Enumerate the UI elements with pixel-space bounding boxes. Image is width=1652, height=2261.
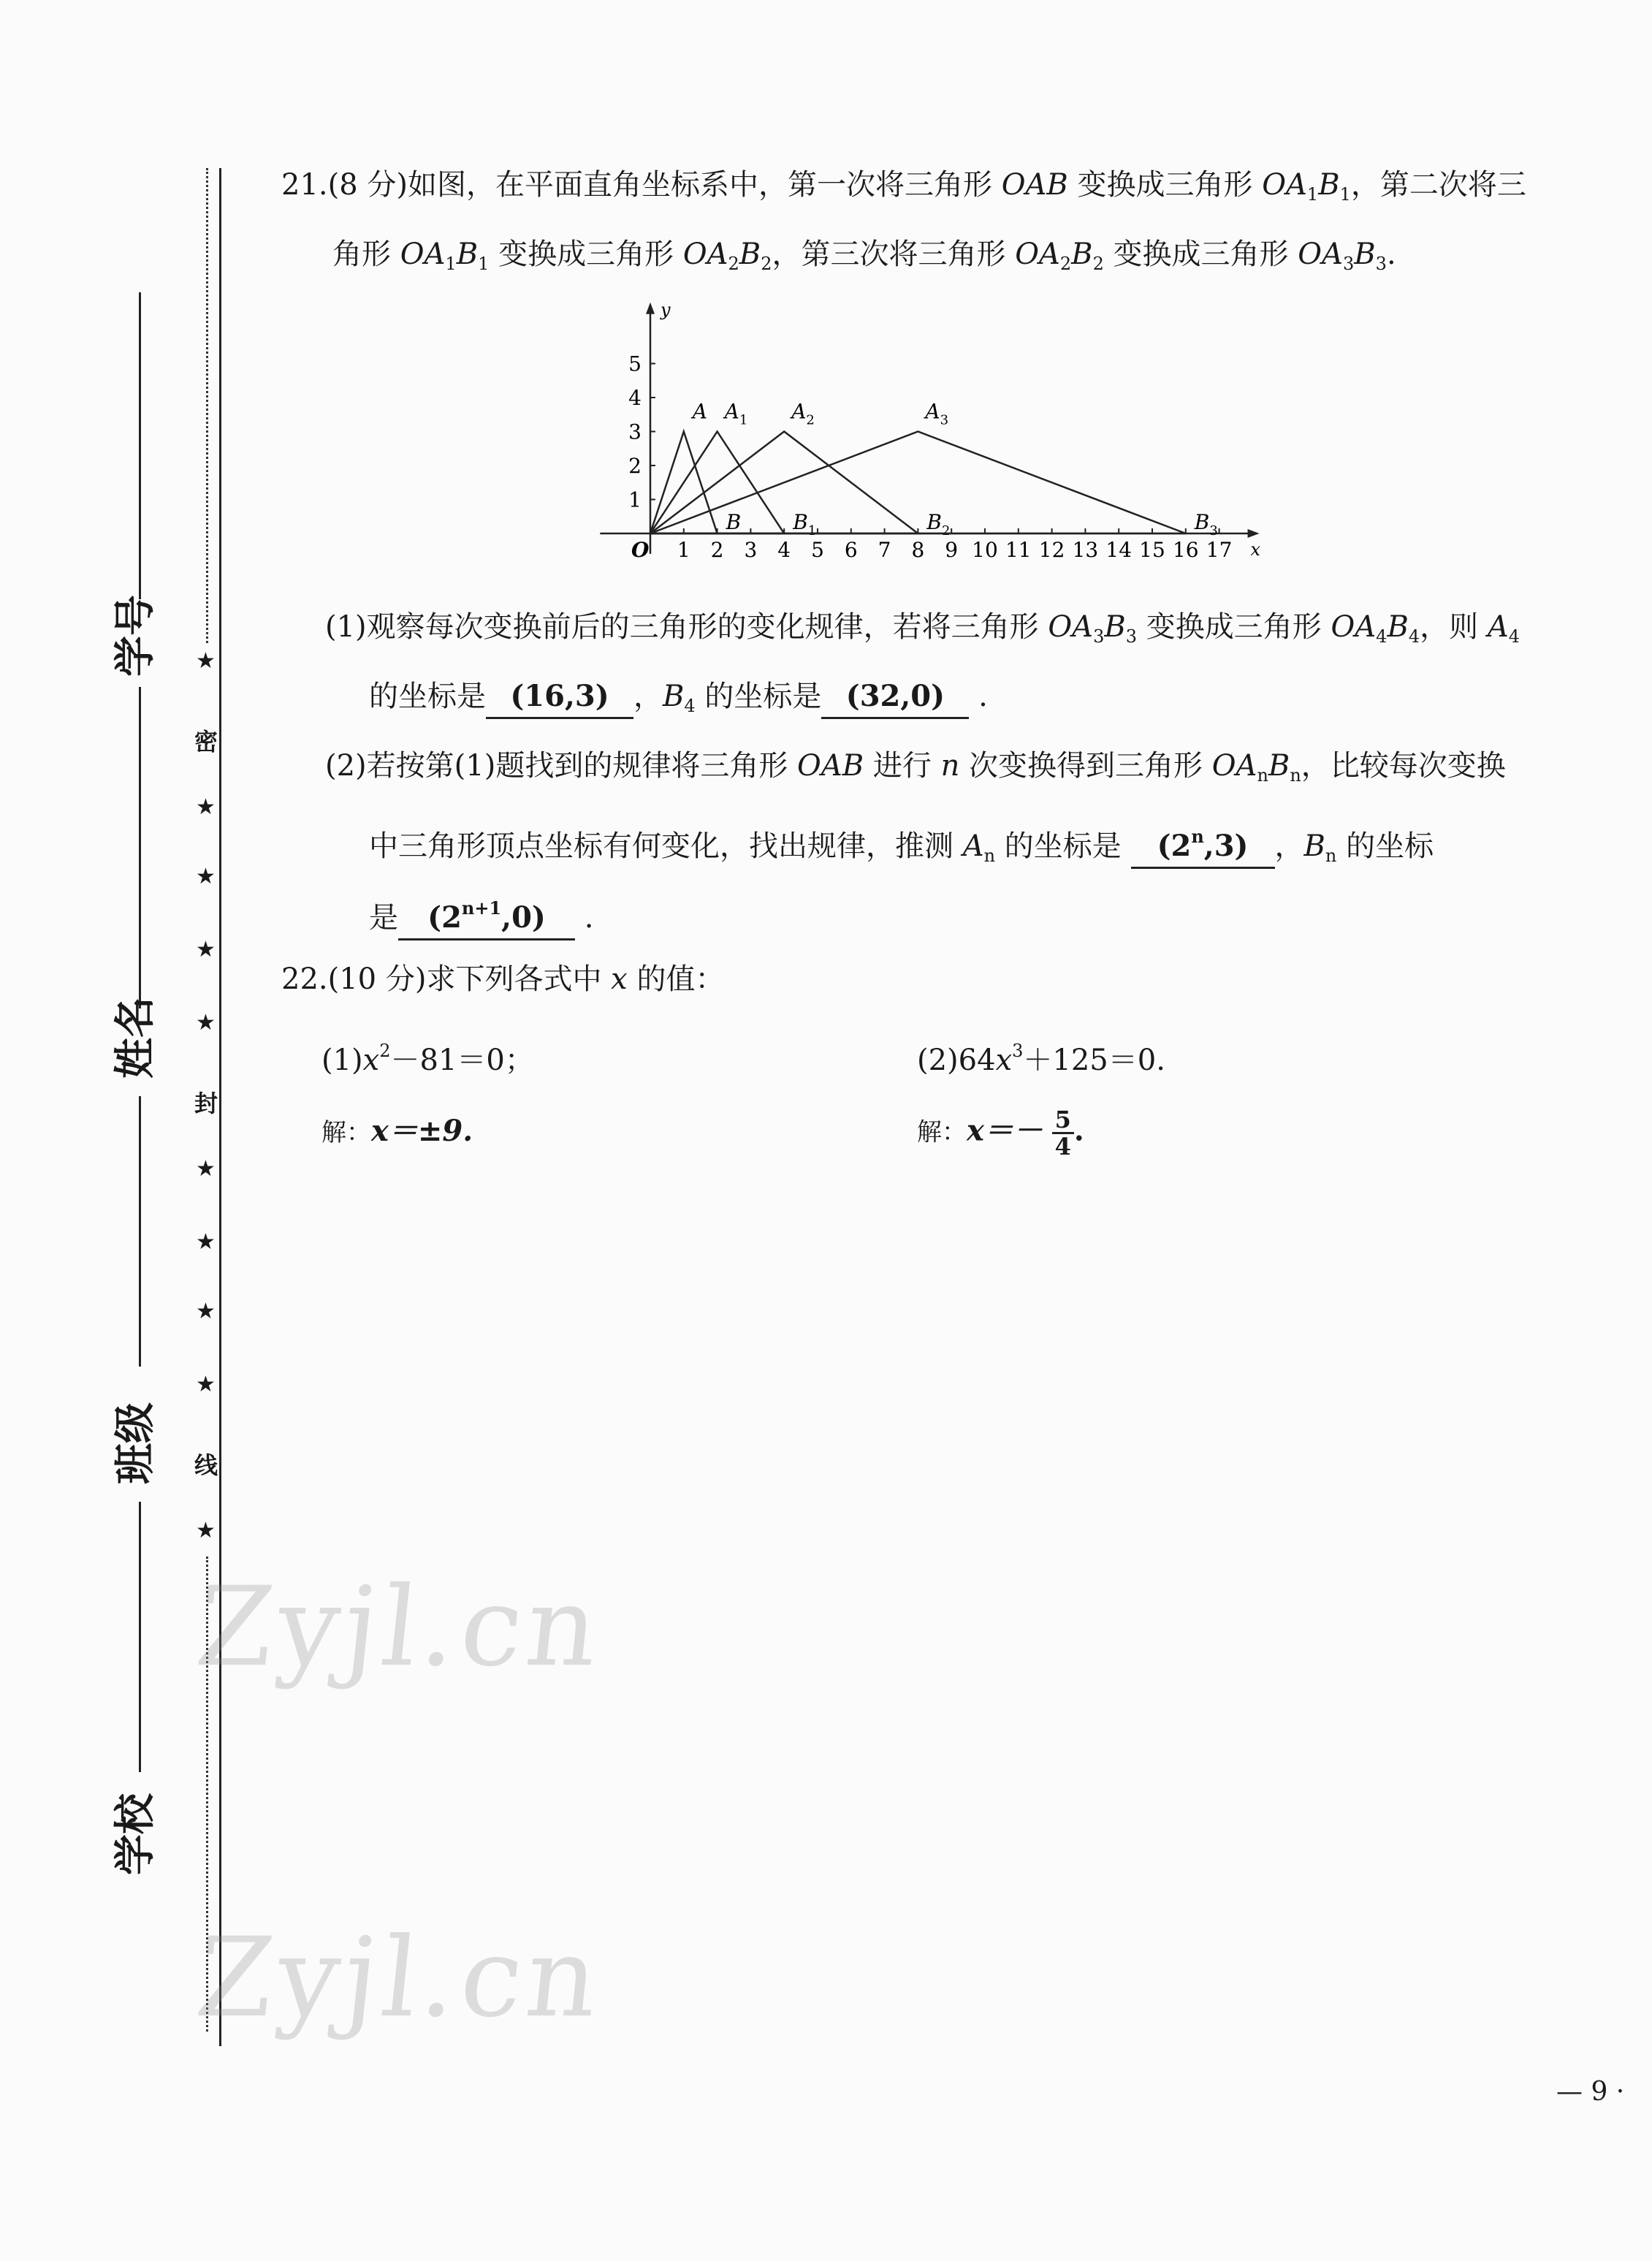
y-tick-label: 4 xyxy=(628,386,642,410)
origin-label: O xyxy=(631,538,650,562)
x-tick-label: 12 xyxy=(1038,538,1065,562)
x-tick-label: 9 xyxy=(945,538,959,562)
star-icon: ★ xyxy=(196,1156,216,1182)
seal-dotted-line-top xyxy=(206,168,208,643)
margin-line-xuexiao-a xyxy=(139,1502,141,1772)
q21-line-2: 角形 $OA_1B_1$ 变换成三角形 $OA_2B_2$，第三次将三角形 $OA_2B_2$ 变换成三角形 $OA_3B_3$. xyxy=(332,238,1396,274)
x-tick-label: 16 xyxy=(1172,538,1199,562)
margin-line-xuehao xyxy=(139,292,141,599)
label-xuexiao: 学校 xyxy=(112,1793,159,1875)
x-axis-arrow xyxy=(1248,529,1260,538)
q22-part1: $(1)x^2-81=0$； xyxy=(321,1041,534,1077)
watermark-upper: Zyjl.cn xyxy=(190,1564,609,1691)
label-a-oa2b2: $A_2$ xyxy=(791,399,815,428)
page-number: — 9 · xyxy=(1556,2077,1625,2107)
y-tick-label: 1 xyxy=(628,487,642,512)
star-icon: ★ xyxy=(196,1010,216,1036)
seal-xian: 线 xyxy=(194,1451,218,1479)
q22-stem: 22.(10 分)求下列各式中 x 的值： xyxy=(281,962,725,996)
x-tick-label: 4 xyxy=(777,538,791,562)
star-icon: ★ xyxy=(196,794,216,820)
coordinate-chart xyxy=(585,299,1261,574)
answer-b4: (32,0) xyxy=(821,676,969,719)
x-tick-label: 13 xyxy=(1072,538,1099,562)
x-tick-label: 14 xyxy=(1105,538,1133,562)
q21-part2-line-3: 是 $(2^{n+1},0)$ . xyxy=(369,888,593,940)
seal-feng: 封 xyxy=(194,1090,218,1117)
answer-a4: (16,3) xyxy=(486,676,633,719)
star-icon: ★ xyxy=(196,1229,216,1255)
x-axis-label: x xyxy=(1250,539,1261,560)
margin-line-xingming-a xyxy=(139,687,141,1008)
watermark-lower: Zyjl.cn xyxy=(190,1915,609,2042)
x-tick-label: 3 xyxy=(744,538,758,562)
star-icon: ★ xyxy=(196,1518,216,1543)
q21-part1-line-1: (1)观察每次变换前后的三角形的变化规律，若将三角形 $OA_3B_3$ 变换成三角形 $OA_4B_4$，则 $A_4$ xyxy=(325,610,1520,647)
star-icon: ★ xyxy=(196,648,216,674)
y-axis-arrow xyxy=(646,303,655,314)
x-tick-label: 11 xyxy=(1005,538,1032,562)
label-xingming: 姓名 xyxy=(112,997,159,1079)
q22-part2: $(2)64x^3+125=0$. xyxy=(917,1041,1165,1077)
star-icon: ★ xyxy=(196,864,216,889)
y-axis-label: y xyxy=(661,299,671,320)
q21-part1-line-2: 的坐标是 (16,3) ，$B_4$ 的坐标是 (32,0) . xyxy=(369,676,988,726)
q22-solution-1: 解：x＝±9. xyxy=(321,1114,473,1148)
x-tick-label: 8 xyxy=(911,538,925,562)
fraction-five-quarters: $\frac{5}{4}$ xyxy=(1052,1107,1074,1159)
y-tick-label: 3 xyxy=(628,419,642,444)
seal-solid-line xyxy=(219,168,221,2046)
label-b-oa3b3: $B_3$ xyxy=(1194,510,1218,539)
q21-part2-line-1: (2)若按第(1)题找到的规律将三角形 OAB 进行 n 次变换得到三角形 $OA_nB_n$，比较每次变换 xyxy=(325,749,1506,786)
q21-part2-line-2: 中三角形顶点坐标有何变化，找出规律，推测 $A_n$ 的坐标是 (2$^n$,3) ，$B_n$ 的坐标 xyxy=(369,816,1434,876)
x-tick-label: 6 xyxy=(844,538,858,562)
x-tick-label: 17 xyxy=(1206,538,1233,562)
star-icon: ★ xyxy=(196,1372,216,1397)
x-tick-label: 1 xyxy=(677,538,690,562)
label-banji: 班级 xyxy=(112,1402,159,1484)
q21-line-1: 21.(8 分)如图，在平面直角坐标系中，第一次将三角形 OAB 变换成三角形 $OA_1B_1$，第二次将三 xyxy=(281,168,1526,205)
label-b-oab: B xyxy=(726,510,742,534)
x-tick-label: 5 xyxy=(811,538,824,562)
label-a-oa1b1: $A_1$ xyxy=(724,399,748,428)
q22-solution-2: 解：x＝－ $\frac{5}{4}$ . xyxy=(917,1106,1084,1160)
answer-an: (2$^n$,3) xyxy=(1131,816,1275,869)
x-tick-label: 2 xyxy=(710,538,724,562)
seal-mi: 密 xyxy=(194,728,218,756)
x-tick-label: 10 xyxy=(972,538,998,562)
label-xuehao: 学号 xyxy=(112,595,159,677)
x-tick-label: 7 xyxy=(878,538,891,562)
y-tick-label: 5 xyxy=(628,352,642,376)
label-b-oa1b1: $B_1$ xyxy=(793,510,817,539)
label-a-oab: A xyxy=(692,399,708,424)
label-a-oa3b3: $A_3$ xyxy=(925,399,949,428)
star-icon: ★ xyxy=(196,1299,216,1324)
label-b-oa2b2: $B_2$ xyxy=(926,510,951,539)
margin-line-banji-a xyxy=(139,1096,141,1367)
star-icon: ★ xyxy=(196,937,216,962)
answer-bn: $(2^{n+1},0)$ xyxy=(398,888,575,940)
x-tick-label: 15 xyxy=(1139,538,1165,562)
y-tick-label: 2 xyxy=(628,454,642,478)
